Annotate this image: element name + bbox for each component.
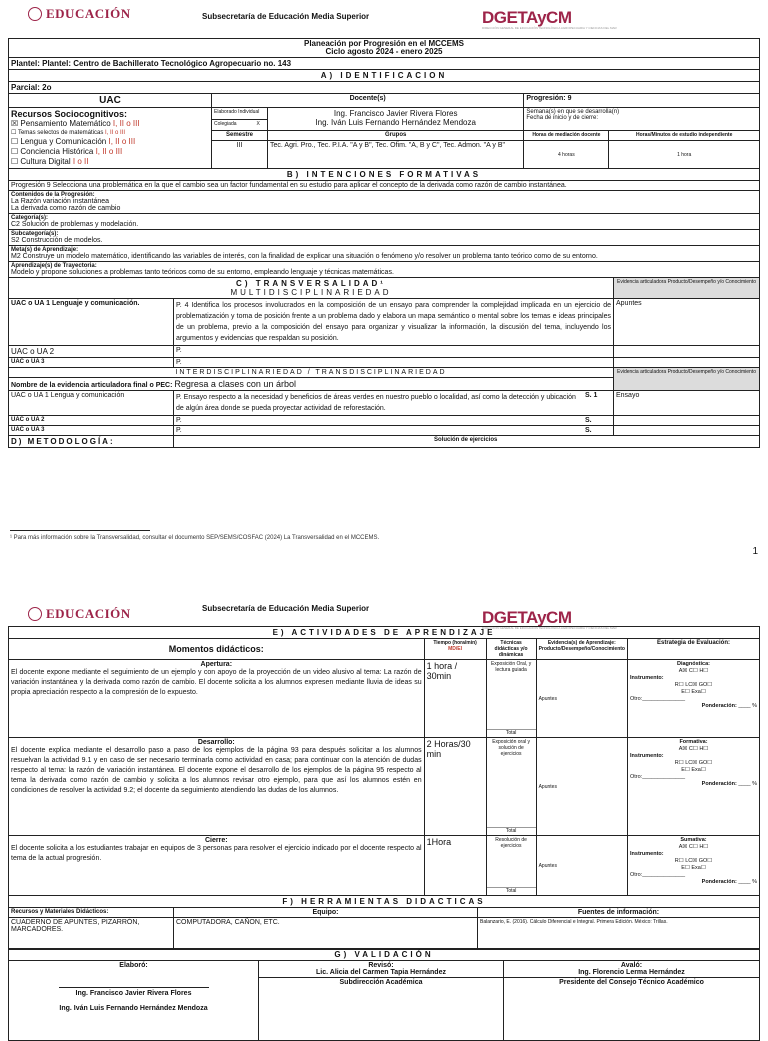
checkbox-icon[interactable]: ☒ <box>11 119 19 128</box>
section-f: F) HERRAMIENTAS DIDACTICAS <box>9 896 760 908</box>
equipo-value: COMPUTADORA, CAÑON, ETC. <box>174 918 478 950</box>
evidencias-header: Evidencia(s) de Aprendizaje: Producto/Desempeño/Conocimiento <box>536 639 627 660</box>
recursos-header: Recursos y Materiales Didácticos: <box>9 908 174 918</box>
estrategia-header: Estrategia de Evaluación: <box>628 639 760 660</box>
p4-text: P. 4 Identifica los procesos involucrados en la composición de un ensayo para comprender la complejidad implicada en un ejercicio de problematización y toma de posición frente a un problema dado y elabora un mapa semántico o mental sobre los temas e ideas principales de un problema, previo a la composición del ensayo para organizar y visualizar la información, la discusión del tema, incluyendo los argumentos y evidencias que respaldan su posición. <box>174 299 614 346</box>
section-c: C) TRANSVERSALIDAD¹ MULTIDISCIPLINARIEDAD <box>9 278 614 299</box>
momentos-header: Momentos didácticos: <box>9 639 425 660</box>
eval-checkboxes[interactable]: A☒ C☐ H☐ <box>678 668 709 674</box>
dgetaycm-logo-2: DGETAyCM DIRECCIÓN GENERAL DE EDUCACIÓN TECNOLÓGICA AGROPECUARIA Y CIENCIAS DEL MAR <box>482 608 617 630</box>
uac2: UAC o UA 2 <box>9 346 174 358</box>
horas-estudio-header: Horas/Minutos de estudio independiente <box>609 131 760 141</box>
checkbox-icon[interactable]: ☐ <box>11 147 19 156</box>
activity-row <box>9 660 760 738</box>
educacion-logo-2: EDUCACIÓN <box>28 606 131 622</box>
uac1: UAC o UA 1 Lenguaje y comunicación. <box>9 299 174 346</box>
tiempo-header: Tiempo (hora/min) MD/EI <box>424 639 486 660</box>
instrument-checkboxes-2[interactable]: E☐ Exa☐ <box>681 689 706 695</box>
instrument-checkboxes-2[interactable]: E☐ Exa☐ <box>681 767 706 773</box>
tiempo-cell: 1 hora / 30min <box>424 660 486 738</box>
uac-header: UAC <box>9 94 212 108</box>
evaluacion-cell: Formativa: A☒ C☐ H☐ Instrumento: R☐ LC☒ GO☐ E☐ Exa☐ Otro:______________ Ponderación: ____ % <box>628 738 760 836</box>
recurso-item[interactable]: ☐ Lengua y Comunicación I, II o III <box>11 137 136 146</box>
evaluacion-cell: Diagnóstica: A☒ C☐ H☐ Instrumento: R☐ LC☒ GO☐ E☐ Exa☐ Otro:______________ Ponderación: ____ % <box>628 660 760 738</box>
evaluacion-cell: Sumativa: A☒ C☐ H☐ Instrumento: R☐ LC☒ GO☐ E☐ Exa☐ Otro:______________ Ponderación: ____ % <box>628 836 760 896</box>
progresion-header: Progresión: 9 <box>524 94 760 108</box>
footnote-rule <box>10 530 150 531</box>
semestre-header: Semestre <box>212 131 268 141</box>
evidencia-header-2: Evidencia articuladora Producto/Desempeño y/o Conocimiento <box>614 368 760 391</box>
docentes-list: Ing. Francisco Javier Rivera Flores Ing. Iván Luis Fernando Hernández Mendoza <box>268 108 524 131</box>
docentes-header: Docente(s) <box>212 94 524 108</box>
page-number: 1 <box>752 546 758 557</box>
aprendizajes: Aprendizaje(s) de Trayectoria: Modelo y propone soluciones a problemas tanto teóricos como de su entorno, empleando lenguaje y técnicas matemáticas. <box>9 262 760 278</box>
activities-form <box>8 626 760 950</box>
planning-form: Planeación por Progresión en el MCCEMS Ciclo agosto 2024 - enero 2025 Plantel: Plantel: Centro de Bachillerato Tecnológico Agropecuario no. 143 A) IDENTIFICACION Parcial: 2o UAC Docente(s) Progresión: 9 Recursos Sociocognitivos: ☒ Pensamiento Matemático I, II o III ☐ Temas selectos de matemáticas I, II o III ☐ Lengua y Comunicación I, II o III ☐ Conciencia Histórica I, II o III ☐ Cultura Digital I o II Elaborado Individual Ing. Francisco Javier Rivera Flores Ing. Iván Luis Fernando Hernández Mendoza Semana(s) en que se desarrolla(n) Fecha de inicio y de cierre: Colegiada X Semestre Grupos Horas de mediación docente Horas/Minutos de estudio independiente III Tec. Agri. Pro., Tec. P.I.A. "A y B", Tec. Ofim. "A, B y C", Tec. Admon. "A y B" 4 horas 1 hora B) INTENCIONES FORMATIVAS Progresión 9 Selecciona una problemática en la que el cambio sea un factor fundamental en su estudio para aplicar el concepto de la derivada como razón de cambio instantánea. Contenidos de la Progresión: La Razón variación instantánea La derivada como razón de cambio Categoría(s): C2 Solución de problemas y modelación. Subcategoría(s): S2 Construcción de modelos. Meta(s) de Aprendizaje: M2 Construye un modelo matemático, identificando las variables de interés, con la finalidad de explicar una situación o fenómeno y/o resolver un problema tanto teórico como de su entorno. Aprendizaje(s) de Trayectoria: Modelo y propone soluciones a problemas tanto teóricos como de su entorno, empleando lenguaje y técnicas matemáticas. C) TRANSVERSALIDAD¹ MULTIDISCIPLINARIEDAD Evidencia articuladora Producto/Desempeño y/o Conocimiento UAC o UA 1 Lenguaje y comunicación. P. 4 Identifica los procesos involucrados en la composición de un ensayo para comprender la complejidad implicada en un ejercicio de problematización y toma de posición frente a un problema dado y elabora un mapa semántico o mental sobre los temas e ideas principales de un problema, previo a la composición del ensayo para organizar y visualizar la información, la discusión del tema, incluyendo los argumentos y evidencias que respaldan su posición. Apuntes UAC o UA 2 P. UAC o UA 3 P. INTERDISCIPLINARIEDAD / TRANSDISCIPLINARIEDAD Evidencia articuladora Producto/Desempeño y/o Conocimiento Nombre de la evidencia articuladora final o PEC: Regresa a clases con un árbol UAC o UA 1 Lengua y comunicación P. Ensayo respecto a la necesidad y beneficios de áreas verdes en nuestro pueblo o localidad, así como la detección y ubicación de algún área donde se pueda proyectar actividad de reforestación. S. 1 Ensayo UAC o UA 2 P. S. UAC o UA 3 P. S. D) METODOLOGÍA: Solución de ejercicios <box>8 38 760 448</box>
section-a: A) IDENTIFICACION <box>9 70 760 82</box>
instrument-checkboxes[interactable]: R☐ LC☒ GO☐ <box>674 858 713 864</box>
equipo-header: Equipo: <box>174 908 478 918</box>
header-subtitle-2: Subsecretaría de Educación Media Superior <box>202 604 370 613</box>
educacion-logo: EDUCACIÓN <box>28 6 131 22</box>
header-subtitle: Subsecretaría de Educación Media Superior <box>202 12 370 21</box>
semestre-value: III <box>212 141 268 169</box>
inter-header: INTERDISCIPLINARIEDAD / TRANSDISCIPLINARIEDAD <box>9 368 614 378</box>
elaborado-label: Elaborado Individual <box>212 108 268 120</box>
section-d: D) METODOLOGÍA: <box>9 436 174 448</box>
page-header <box>0 0 768 36</box>
dgetaycm-logo: DGETAyCM DIRECCIÓN GENERAL DE EDUCACIÓN TECNOLÓGICA AGROPECUARIA Y CIENCIAS DEL MAR <box>482 8 617 30</box>
section-b: B) INTENCIONES FORMATIVAS <box>9 169 760 181</box>
checkbox-icon[interactable]: ☐ <box>11 157 19 166</box>
recursos-value: CUADERNO DE APUNTES, PIZARRÓN, MARCADORES. <box>9 918 174 950</box>
recursos-sociocognitivos: Recursos Sociocognitivos: ☒ Pensamiento Matemático I, II o III ☐ Temas selectos de matemáticas I, II o III ☐ Lengua y Comunicación I, II o III ☐ Conciencia Histórica I, II o III ☐ Cultura Digital I o II <box>9 108 212 169</box>
fuentes-header: Fuentes de información: <box>478 908 760 918</box>
tecnicas-header: Técnicas didácticas y/o dinámicas <box>486 639 536 660</box>
semana-fecha: Semana(s) en que se desarrolla(n) Fecha de inicio y de cierre: <box>524 108 760 131</box>
momento-cell: Cierre: El docente solicita a los estudiantes trabajar en equipos de 3 personas para resolver el ejercicio indicado por el docente respecto al tema de la actual progresión. <box>9 836 425 896</box>
metodologia: Solución de ejercicios <box>174 436 760 448</box>
activity-row <box>9 836 760 896</box>
reviso-cell: Revisó: Lic. Alicia del Carmen Tapia Hernández Subdirección Académica <box>259 961 504 1041</box>
eval-checkboxes[interactable]: A☒ C☐ H☐ <box>678 746 709 752</box>
instrument-checkboxes[interactable]: R☐ LC☒ GO☐ <box>674 760 713 766</box>
grupos-value: Tec. Agri. Pro., Tec. P.I.A. "A y B", Tec. Ofim. "A, B y C", Tec. Admon. "A y B" <box>268 141 524 169</box>
evidencia-cell: Apuntes <box>536 660 627 738</box>
tiempo-cell: 1Hora <box>424 836 486 896</box>
contenidos: Contenidos de la Progresión: La Razón variación instantánea La derivada como razón de cambio <box>9 191 760 214</box>
section-g: G) VALIDACIÓN <box>9 949 760 961</box>
uac3: UAC o UA 3 <box>9 358 174 368</box>
metas: Meta(s) de Aprendizaje: M2 Construye un modelo matemático, identificando las variables de interés, con la finalidad de explicar una situación o fenómeno y/o resolver un problema tanto teórico como de su entorno. <box>9 246 760 262</box>
page-2 <box>0 600 768 1012</box>
tecnica-cell: Exposición oral y solución de ejercicios Total <box>486 738 536 836</box>
uac1b: UAC o UA 1 Lengua y comunicación <box>9 391 174 416</box>
seal-icon <box>28 7 42 21</box>
momento-cell: Apertura: El docente expone mediante el seguimiento de un ejemplo y con apoyo de la proyección de un video alusivo al tema: La razón de variación instantánea y la derivada como razón de cambio. El docente solicita a los alumnos expresen mediante lluvia de ideas su propia apreciación respecto a la compresión de lo expuesto. <box>9 660 425 738</box>
horas-mediacion-value: 4 horas <box>524 141 609 169</box>
ensayo-text: P. Ensayo respecto a la necesidad y beneficios de áreas verdes en nuestro pueblo o localidad, así como la detección y ubicación de algún área donde se pueda proyectar actividad de reforestación. S. 1 <box>174 391 614 416</box>
tiempo-cell: 2 Horas/30 min <box>424 738 486 836</box>
grupos-header: Grupos <box>268 131 524 141</box>
checkbox-icon[interactable]: ☐ <box>11 130 17 136</box>
tecnica-cell: Resolución de ejercicios Total <box>486 836 536 896</box>
avalo-cell: Avaló: Ing. Florencio Lerma Hernández Presidente del Consejo Técnico Académico <box>504 961 760 1041</box>
horas-mediacion-header: Horas de mediación docente <box>524 131 609 141</box>
evidencia-cell: Apuntes <box>536 836 627 896</box>
doc-title: Planeación por Progresión en el MCCEMS Ciclo agosto 2024 - enero 2025 <box>9 39 760 58</box>
horas-estudio-value: 1 hora <box>609 141 760 169</box>
instrument-checkboxes-2[interactable]: E☐ Exa☐ <box>681 865 706 871</box>
activity-row <box>9 738 760 836</box>
footnote: ¹ Para más información sobre la Transversalidad, consultar el documento SEP/SEMS/COSFAC (2024) La Transversalidad en el MCCEMS. <box>10 535 380 541</box>
pec: Nombre de la evidencia articuladora final o PEC: Regresa a clases con un árbol <box>9 378 614 391</box>
checkbox-icon[interactable]: ☐ <box>11 137 19 146</box>
progresion-text: Progresión 9 Selecciona una problemática en la que el cambio sea un factor fundamental en su estudio para aplicar el concepto de la derivada como razón de cambio instantánea. <box>9 181 760 191</box>
plantel: Plantel: Plantel: Centro de Bachillerato Tecnológico Agropecuario no. 143 <box>9 58 760 70</box>
recurso-item[interactable]: ☒ Pensamiento Matemático I, II o III <box>11 119 140 128</box>
evidencia-header: Evidencia articuladora Producto/Desempeño y/o Conocimiento <box>614 278 760 299</box>
evidencia-cell: Apuntes <box>536 738 627 836</box>
instrument-checkboxes[interactable]: R☐ LC☒ GO☐ <box>674 682 713 688</box>
validation-section <box>8 948 760 1041</box>
subcategorias: Subcategoría(s): S2 Construcción de modelos. <box>9 230 760 246</box>
categorias: Categoría(s): C2 Solución de problemas y modelación. <box>9 214 760 230</box>
tecnica-cell: Exposición Oral, y lectura guiada Total <box>486 660 536 738</box>
eval-checkboxes[interactable]: A☒ C☐ H☐ <box>678 844 709 850</box>
evid-ensayo: Ensayo <box>614 391 760 416</box>
recurso-item[interactable]: ☐ Conciencia Histórica I, II o III <box>11 147 123 156</box>
fuentes-value: Balanzario, E. (2016). Cálculo Diferencial e Integral. Primera Edición. México: Trillas. <box>478 918 760 950</box>
seal-icon <box>28 607 42 621</box>
elaboro-cell: Elaboró: Ing. Francisco Javier Rivera Flores Ing. Iván Luis Fernando Hernández Mendoza <box>9 961 259 1041</box>
momento-cell: Desarrollo: El docente explica mediante el desarrollo paso a paso de los ejemplos de la página 93 para después solicitar a los alumnos resuelvan la actividad 9.1 y en caso de ser necesario terminarla como actividad en casa; para continuar con la atención de dudas respecto al tema: la razón de variación instantánea. El docente expone el desarrollo de los ejemplos de la página 95 respecto al tema la derivada como razón de cambio y solicita a los alumnos revisar otro ejemplo, para que así los alumnos estén en condiciones de resolver la actividad 9.2; el docente da seguimiento atendiendo las dudas de los alumnos. <box>9 738 425 836</box>
parcial: Parcial: 2o <box>9 82 760 94</box>
recurso-item[interactable]: ☐ Temas selectos de matemáticas I, II o III <box>11 130 126 136</box>
section-e: E) ACTIVIDADES DE APRENDIZAJE <box>9 627 760 639</box>
evid-apuntes: Apuntes <box>614 299 760 346</box>
colegiada-label: Colegiada X <box>212 119 268 131</box>
recurso-item[interactable]: ☐ Cultura Digital I o II <box>11 157 89 166</box>
